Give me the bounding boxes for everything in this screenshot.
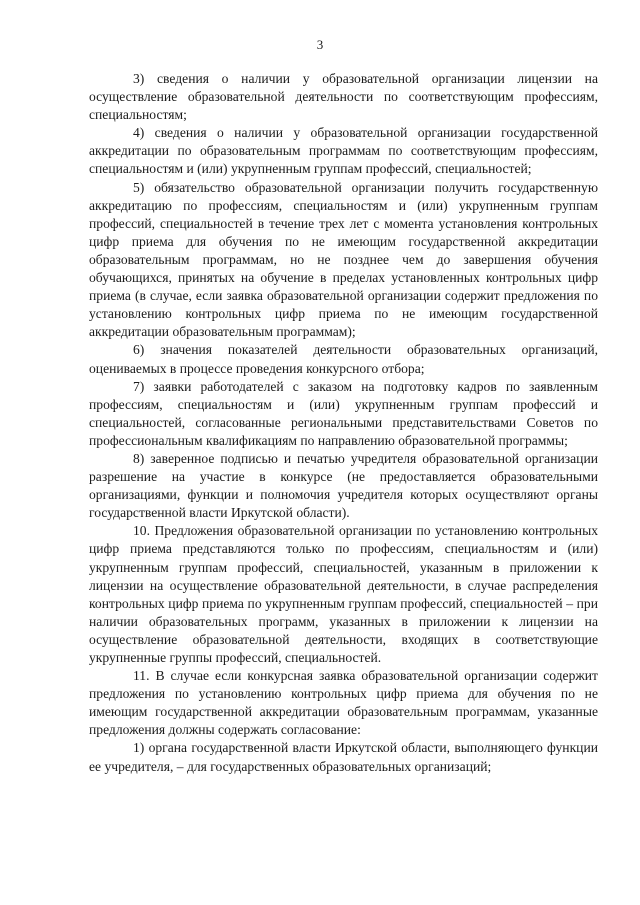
paragraph-item-3: 3) сведения о наличии у образовательной организации лицензии на осуществление образовательной деятельности по соответствующим профессиям, специальностям; xyxy=(89,71,598,123)
paragraph-subitem-1: 1) органа государственной власти Иркутской области, выполняющего функции ее учредителя, – для государственных образовательных организаций; xyxy=(89,740,598,774)
paragraph-item-4: 4) сведения о наличии у образовательной организации государственной аккредитации по образовательным программам по соответствующим профессиям, специальностям и (или) укрупненным группам профессий, специальностей; xyxy=(89,125,598,177)
paragraph-item-5: 5) обязательство образовательной организации получить государственную аккредитацию по профессиям, специальностям и (или) укрупненным группам профессий, специальностей в течение трех лет с момента установления контрольных цифр приема для обучения по не имеющим государственной аккредитации образовательным программам, но не позднее чем до завершения обучения обучающихся, принятых на обучение в пределах установленных контрольных цифр приема (в случае, если заявка образовательной организации содержит предложения по установлению контрольных цифр приема по не имеющим государственной аккредитации образовательным программам); xyxy=(89,179,598,340)
paragraph-item-8: 8) заверенное подписью и печатью учредителя образовательной организации разрешение на участие в конкурсе (не предоставляется образовательными организациями, функции и полномочия учредителя которых осуществляют органы государственной власти Иркутской области). xyxy=(89,450,598,521)
paragraph-item-7: 7) заявки работодателей с заказом на подготовку кадров по заявленным профессиям, специальностям и (или) укрупненным группам профессий и специальностей, согласованные региональными представительствами Советов по профессиональным квалификациям по направлению образовательной программы; xyxy=(89,378,598,448)
paragraph-item-6: 6) значения показателей деятельности образовательных организаций, оцениваемых в процессе проведения конкурсного отбора; xyxy=(89,342,598,376)
page-number: 3 xyxy=(316,37,324,52)
paragraph-section-10: 10. Предложения образовательной организации по установлению контрольных цифр приема представляются только по профессиям, специальностям и (или) укрупненным группам профессий, специальностей, указанным в приложении к лицензии на осуществление образовательной деятельности, в случае распределения контрольных цифр приема по укрупненным группам профессий, специальностей – при наличии образовательных программ, указанных в приложении к лицензии на осуществление образовательной деятельности, входящих в соответствующие укрупненные группы профессий, специальностей. xyxy=(89,523,598,665)
document-body xyxy=(89,70,598,776)
paragraph-section-11: 11. В случае если конкурсная заявка образовательной организации содержит предложения по установлению контрольных цифр приема для обучения по не имеющим государственной аккредитации образовательным программам, указанные предложения должны содержать согласование: xyxy=(89,668,598,738)
